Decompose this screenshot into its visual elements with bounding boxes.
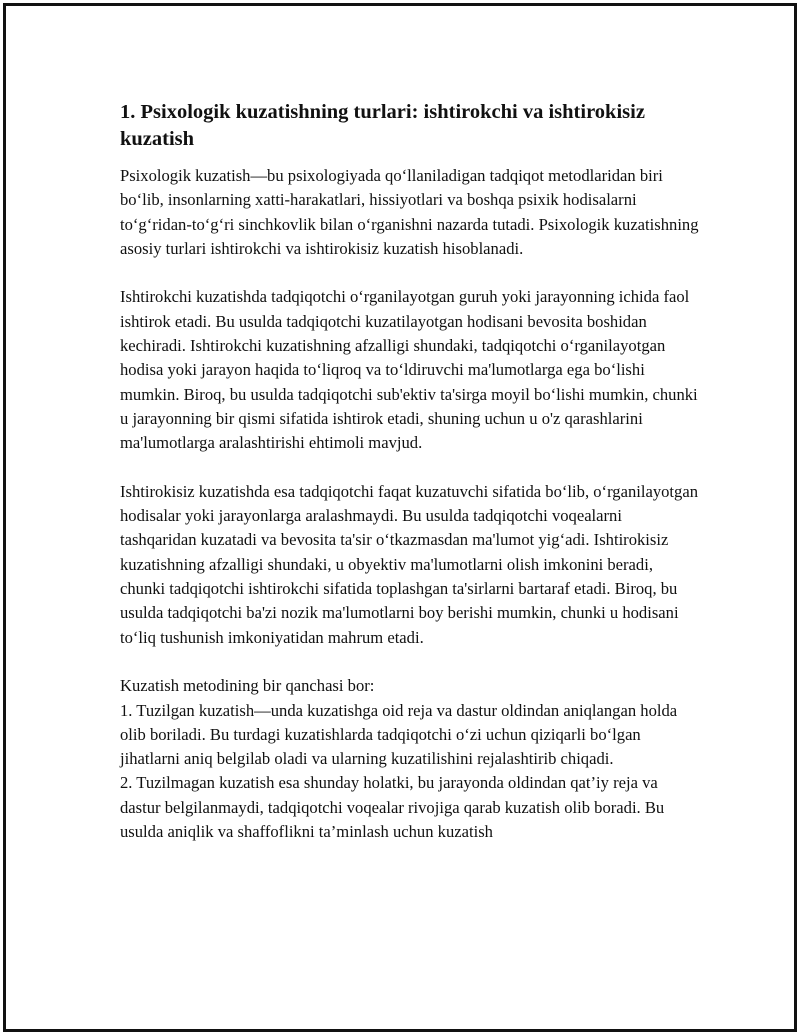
document-page bbox=[3, 3, 797, 1032]
paragraph-intro: Psixologik kuzatish—bu psixologiyada qo‘llaniladigan tadqiqot metodlaridan biri bo‘lib, insonlarning xatti-harakatlari, hissiyotlari va boshqa psixik hodisalarni to‘g‘ridan-to‘g‘ri sinchkovlik bilan o‘rganishni nazarda tutadi. Psixologik kuzatishning asosiy turlari ishtirokchi va ishtirokisiz kuzatish hisoblanadi. bbox=[120, 166, 699, 258]
paragraph-participant-observation: Ishtirokchi kuzatishda tadqiqotchi o‘rganilayotgan guruh yoki jarayonning ichida faol ishtirok etadi. Bu usulda tadqiqotchi kuzatilayotgan hodisani bevosita boshidan kechiradi. Ishtirokchi kuzatishning afzalligi shundaki, tadqiqotchi o‘rganilayotgan hodisa yoki jarayon haqida to‘liqroq va to‘ldiruvchi ma'lumotlarga ega bo‘lishi mumkin. Biroq, bu usulda tadqiqotchi sub'ektiv ta'sirga moyil bo‘lishi mumkin, chunki u jarayonning bir qismi sifatida ishtirok etadi, shuning uchun u o'z qarashlarini ma'lumotlarga aralashtirishi ehtimoli mavjud. bbox=[120, 287, 698, 453]
paragraph-non-participant-observation: Ishtirokisiz kuzatishda esa tadqiqotchi faqat kuzatuvchi sifatida bo‘lib, o‘rganilayotgan hodisalar yoki jarayonlarga aralashmaydi. Bu usulda tadqiqotchi voqealarni tashqaridan kuzatadi va bevosita ta'sir o‘tkazmasdan ma'lumot yig‘adi. Ishtirokisiz kuzatishning afzalligi shundaki, u obyektiv ma'lumotlarni olish imkonini beradi, chunki tadqiqotchi ishtirokchi sifatida toplashgan ta'sirlarni bartaraf etadi. Biroq, bu usulda tadqiqotchi ba'zi nozik ma'lumotlarni boy berishi mumkin, chunki u hodisani to‘liq tushunish imkoniyatidan mahrum etadi. bbox=[120, 481, 699, 647]
list-intro: Kuzatish metodining bir qanchasi bor: bbox=[120, 676, 375, 696]
list-item-structured: 1. Tuzilgan kuzatish—unda kuzatishga oid reja va dastur oldindan aniqlangan holda olib boriladi. Bu turdagi kuzatishlarda tadqiqotchi o‘zi uchun qiziqarli bo‘lgan jihatlarni aniq belgilab oladi va ularning kuzatilishini rejalashtirib chiqadi. bbox=[120, 700, 678, 769]
document-title: 1. Psixologik kuzatishning turlari: ishtirokchi va ishtirokisiz kuzatish bbox=[120, 101, 645, 150]
document-body bbox=[120, 99, 700, 844]
list-item-unstructured: 2. Tuzilmagan kuzatish esa shunday holatki, bu jarayonda oldindan qat’iy reja va dastur belgilanmaydi, tadqiqotchi voqealar rivojiga qarab kuzatish olib boradi. Bu usulda aniqlik va shaffoflikni ta’minlash uchun kuzatish bbox=[120, 773, 665, 842]
